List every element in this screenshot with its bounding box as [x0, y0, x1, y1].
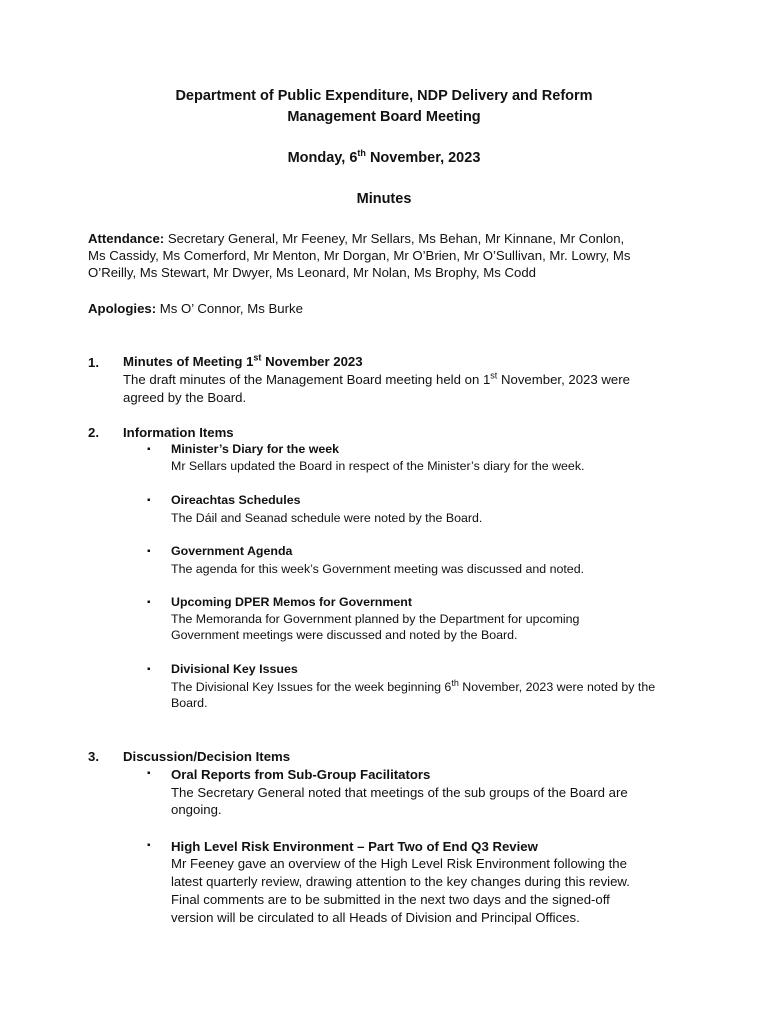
item-risk-environment-body-1: Mr Feeney gave an overview of the High Level Risk Environment following the [171, 856, 627, 871]
bullet-icon: ▪ [147, 495, 151, 506]
divisional-body-sup: th [451, 677, 459, 688]
attendance-label: Attendance: [88, 231, 165, 246]
attendance-line-2: Ms Cassidy, Ms Comerford, Mr Menton, Mr Dorgan, Mr O’Brien, Mr O’Sullivan, Mr. Lowry, Ms [88, 248, 631, 263]
bullet-icon: ▪ [147, 444, 151, 455]
item-ministers-diary-title: Minister’s Diary for the week [171, 442, 340, 456]
item-dper-memos-body-1: The Memoranda for Government planned by the Department for upcoming [171, 612, 580, 626]
section-1-title [123, 353, 363, 371]
section-1-title-suffix: November 2023 [261, 354, 363, 369]
item-oral-reports-title: Oral Reports from Sub-Group Facilitators [171, 767, 431, 782]
item-oral-reports-body-2: ongoing. [171, 802, 222, 817]
item-oireachtas-title: Oireachtas Schedules [171, 493, 301, 507]
date-sup: th [357, 148, 366, 159]
section-2-number: 2. [88, 425, 99, 440]
section-2-title: Information Items [123, 425, 234, 440]
bullet-icon: ▪ [147, 597, 151, 608]
item-oral-reports-body-1: The Secretary General noted that meetings of the sub groups of the Board are [171, 785, 628, 800]
item-oireachtas-body: The Dáil and Seanad schedule were noted by the Board. [171, 511, 483, 525]
bullet-icon: ▪ [147, 664, 151, 675]
item-risk-environment-body-2: latest quarterly review, drawing attention to the key changes during this review. [171, 874, 630, 889]
section-1-body-line-2: agreed by the Board. [123, 390, 247, 405]
item-divisional-issues-body-1 [171, 679, 691, 696]
section-1-body-line-1 [123, 371, 630, 389]
item-dper-memos-title: Upcoming DPER Memos for Government [171, 595, 412, 609]
divisional-body-suffix: November, 2023 were noted by the [458, 680, 656, 694]
bullet-icon: ▪ [147, 840, 151, 851]
section-1-body-suffix: November, 2023 were [497, 372, 630, 387]
section-1-title-sup: st [253, 352, 262, 363]
section-1-body-sup: st [490, 370, 498, 381]
meeting-date [0, 150, 768, 166]
item-government-agenda-body: The agenda for this week’s Government meeting was discussed and noted. [171, 562, 585, 576]
apologies-line [88, 300, 303, 318]
section-1-title-prefix: Minutes of Meeting 1 [123, 354, 254, 369]
item-divisional-issues-title: Divisional Key Issues [171, 662, 298, 676]
meeting-title: Management Board Meeting [287, 109, 481, 125]
item-risk-environment-title: High Level Risk Environment – Part Two of End Q3 Review [171, 839, 538, 854]
item-risk-environment-body-3: Final comments are to be submitted in the next two days and the signed-off [171, 892, 610, 907]
item-risk-environment-body-4: version will be circulated to all Heads of Division and Principal Offices. [171, 910, 580, 925]
apologies-text: Ms O’ Connor, Ms Burke [156, 301, 303, 316]
date-prefix: Monday, 6 [287, 150, 358, 166]
attendance-line-3: O’Reilly, Ms Stewart, Mr Dwyer, Ms Leonard, Mr Nolan, Ms Brophy, Ms Codd [88, 265, 536, 280]
apologies-label: Apologies: [88, 301, 157, 316]
bullet-icon: ▪ [147, 768, 151, 779]
section-1-number: 1. [88, 355, 99, 370]
divisional-body-prefix: The Divisional Key Issues for the week beginning 6 [171, 680, 452, 694]
department-title: Department of Public Expenditure, NDP Delivery and Reform [175, 88, 593, 104]
section-3-number: 3. [88, 749, 99, 764]
section-1-body-prefix: The draft minutes of the Management Board meeting held on 1 [123, 372, 491, 387]
item-dper-memos-body-2: Government meetings were discussed and noted by the Board. [171, 628, 518, 642]
item-government-agenda-title: Government Agenda [171, 544, 293, 558]
bullet-icon: ▪ [147, 546, 151, 557]
item-ministers-diary-body: Mr Sellars updated the Board in respect of the Minister’s diary for the week. [171, 459, 585, 473]
doc-type-heading: Minutes [356, 191, 412, 207]
section-3-title: Discussion/Decision Items [123, 749, 291, 764]
attendance-line-1 [88, 230, 624, 248]
date-suffix: November, 2023 [365, 150, 481, 166]
attendance-text-1: Secretary General, Mr Feeney, Mr Sellars, Ms Behan, Mr Kinnane, Mr Conlon, [164, 231, 625, 246]
item-divisional-issues-body-2: Board. [171, 696, 208, 710]
